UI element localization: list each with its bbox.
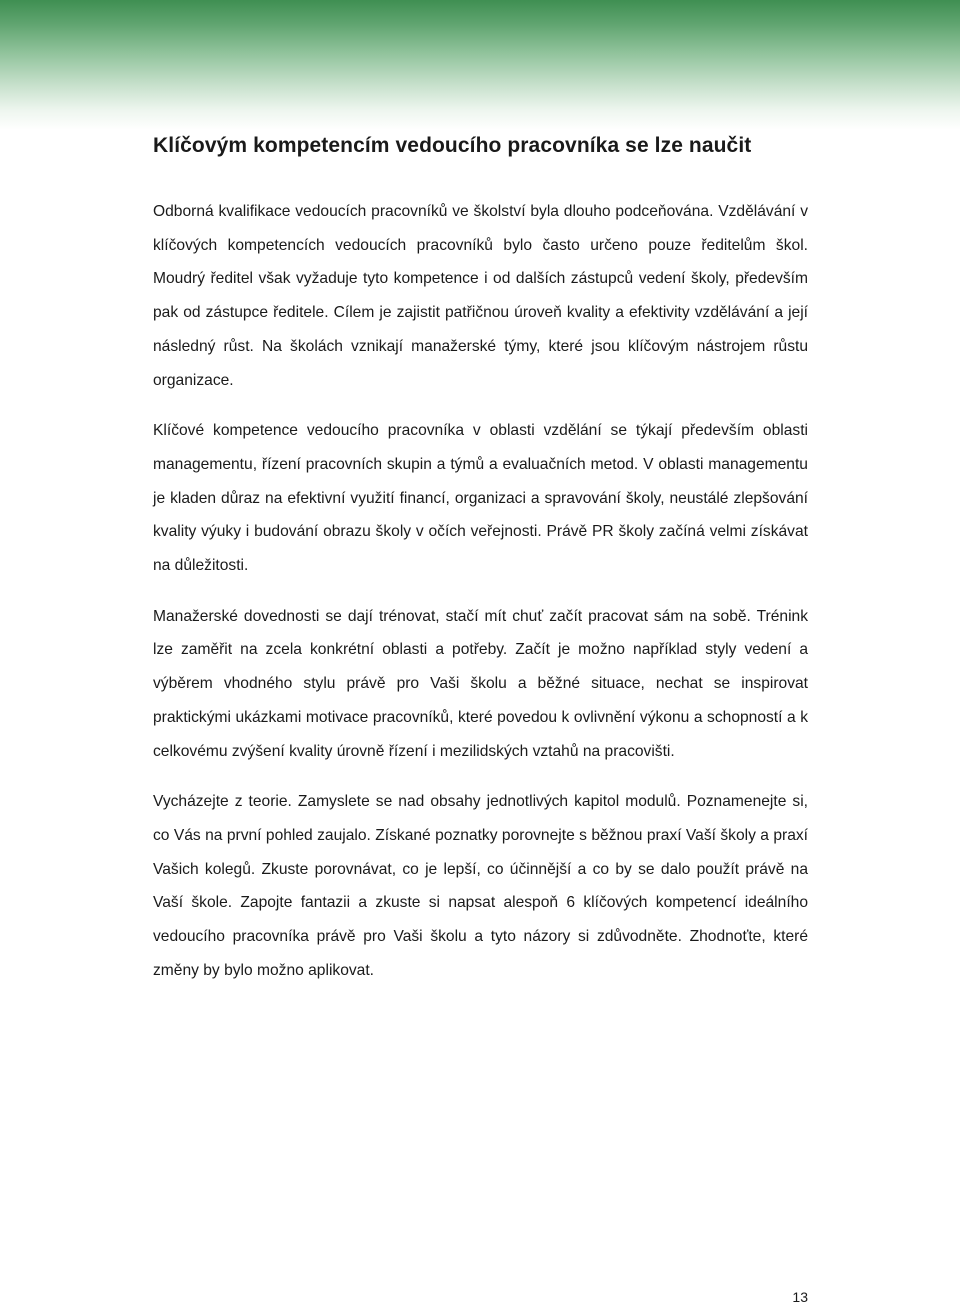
header-gradient-band — [0, 0, 960, 130]
page-content — [153, 128, 808, 1004]
body-paragraph: Klíčové kompetence vedoucího pracovníka v oblasti vzdělání se týkají především oblasti managementu, řízení pracovních skupin a týmů a evaluačních metod. V oblasti managementu je kladen důraz na efektivní využití financí, organizaci a spravování školy, neustálé zlepšování kvality výuky i budování obrazu školy v očích veřejnosti. Právě PR školy začíná velmi získávat na důležitosti. — [153, 422, 808, 575]
body-paragraph: Vycházejte z teorie. Zamyslete se nad obsahy jednotlivých kapitol modulů. Poznamenejte si, co Vás na první pohled zaujalo. Získané poznatky porovnejte s běžnou praxí Vaší školy a praxí Vašich kolegů. Zkuste porovnávat, co je lepší, co účinnější a co by se dalo použít právě na Vaší škole. Zapojte fantazii a zkuste si napsat alespoň 6 klíčových kompetencí ideálního vedoucího pracovníka právě pro Vaši školu a tyto názory si zdůvodněte. Zhodnoťte, které změny by bylo možno aplikovat. — [153, 793, 808, 979]
page-heading: Klíčovým kompetencím vedoucího pracovníka se lze naučit — [153, 134, 752, 157]
body-paragraph: Odborná kvalifikace vedoucích pracovníků ve školství byla dlouho podceňována. Vzdělávání v klíčových kompetencích vedoucích pracovníků bylo často určeno pouze ředitelům škol. Moudrý ředitel však vyžaduje tyto kompetence i od dalších zástupců vedení školy, především pak od zástupce ředitele. Cílem je zajistit patřičnou úroveň kvality a efektivity vzdělávání a její následný růst. Na školách vznikají manažerské týmy, které jsou klíčovým nástrojem růstu organizace. — [153, 203, 808, 389]
page-number: 13 — [792, 1289, 808, 1305]
body-paragraph: Manažerské dovednosti se dají trénovat, stačí mít chuť začít pracovat sám na sobě. Trénink lze zaměřit na zcela konkrétní oblasti a potřeby. Začít je možno například styly vedení a výběrem vhodného stylu právě pro Vaši školu a běžné situace, nechat se inspirovat praktickými ukázkami motivace pracovníků, které povedou k ovlivnění výkonu a schopností a k celkovému zvýšení kvality úrovně řízení i mezilidských vztahů na pracovišti. — [153, 607, 808, 760]
